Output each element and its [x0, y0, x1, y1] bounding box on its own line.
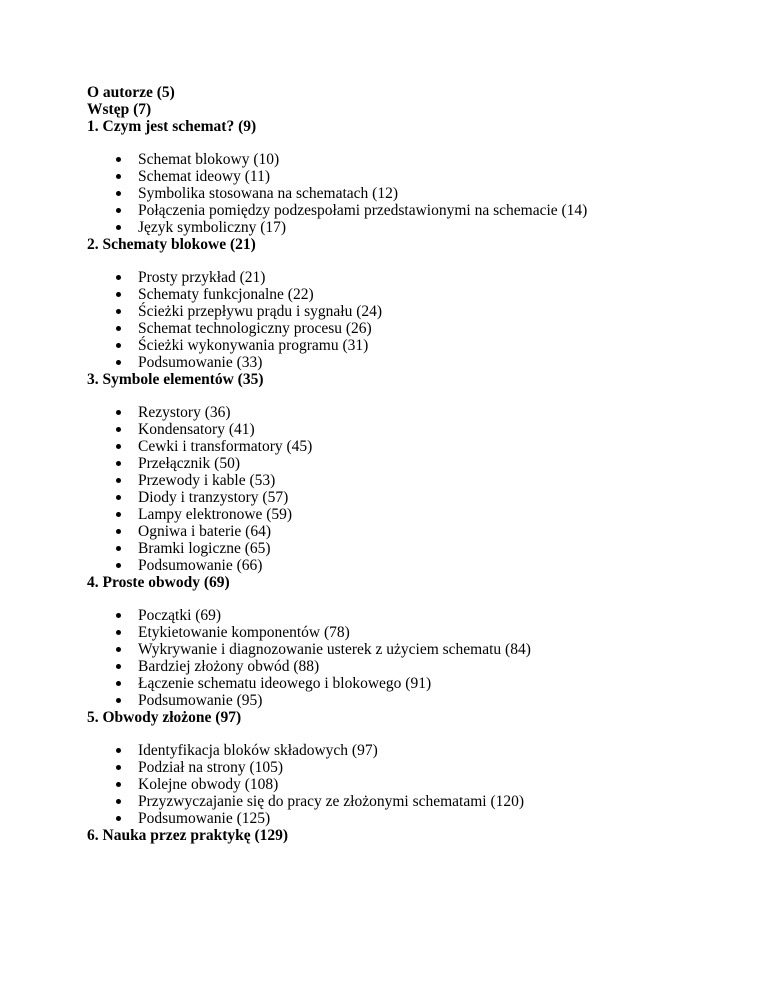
bullet-icon	[116, 309, 121, 314]
list-item: Ścieżki przepływu prądu i sygnału (24)	[87, 303, 727, 320]
list-item: Przełącznik (50)	[87, 455, 727, 472]
list-item: Bramki logiczne (65)	[87, 540, 727, 557]
bullet-icon	[116, 461, 121, 466]
bullet-icon	[116, 546, 121, 551]
section-list	[87, 151, 727, 236]
list-item: Symbolika stosowana na schematach (12)	[87, 185, 727, 202]
table-of-contents	[87, 84, 727, 844]
list-item: Wykrywanie i diagnozowanie usterek z użyciem schematu (84)	[87, 641, 727, 658]
list-item: Podział na strony (105)	[87, 759, 727, 776]
bullet-icon	[116, 512, 121, 517]
bullet-icon	[116, 529, 121, 534]
bullet-icon	[116, 360, 121, 365]
bullet-icon	[116, 410, 121, 415]
bullet-icon	[116, 698, 121, 703]
section-list	[87, 404, 727, 574]
section-list	[87, 607, 727, 709]
section-heading: 5. Obwody złożone (97)	[87, 709, 242, 726]
section-heading: 3. Symbole elementów (35)	[87, 371, 264, 388]
bullet-icon	[116, 292, 121, 297]
list-item: Cewki i transformatory (45)	[87, 438, 727, 455]
bullet-icon	[116, 765, 121, 770]
list-item: Schematy funkcjonalne (22)	[87, 286, 727, 303]
bullet-icon	[116, 664, 121, 669]
bullet-icon	[116, 782, 121, 787]
preface-heading-intro: Wstęp (7)	[87, 101, 152, 118]
list-item: Diody i tranzystory (57)	[87, 489, 727, 506]
list-item: Prosty przykład (21)	[87, 269, 727, 286]
list-item: Podsumowanie (66)	[87, 557, 727, 574]
list-item: Bardziej złożony obwód (88)	[87, 658, 727, 675]
bullet-icon	[116, 157, 121, 162]
bullet-icon	[116, 208, 121, 213]
list-item: Język symboliczny (17)	[87, 219, 727, 236]
list-item: Połączenia pomiędzy podzespołami przedstawionymi na schemacie (14)	[87, 202, 727, 219]
section-heading: 6. Nauka przez praktykę (129)	[87, 827, 289, 844]
bullet-icon	[116, 647, 121, 652]
bullet-icon	[116, 427, 121, 432]
bullet-icon	[116, 225, 121, 230]
list-item: Początki (69)	[87, 607, 727, 624]
list-item: Schemat ideowy (11)	[87, 168, 727, 185]
list-item: Kolejne obwody (108)	[87, 776, 727, 793]
list-item: Rezystory (36)	[87, 404, 727, 421]
bullet-icon	[116, 478, 121, 483]
list-item: Ogniwa i baterie (64)	[87, 523, 727, 540]
bullet-icon	[116, 613, 121, 618]
bullet-icon	[116, 174, 121, 179]
list-item: Schemat technologiczny procesu (26)	[87, 320, 727, 337]
section-heading: 4. Proste obwody (69)	[87, 574, 230, 591]
bullet-icon	[116, 799, 121, 804]
bullet-icon	[116, 191, 121, 196]
bullet-icon	[116, 326, 121, 331]
list-item: Etykietowanie komponentów (78)	[87, 624, 727, 641]
section-heading: 2. Schematy blokowe (21)	[87, 236, 256, 253]
list-item: Przewody i kable (53)	[87, 472, 727, 489]
bullet-icon	[116, 343, 121, 348]
bullet-icon	[116, 748, 121, 753]
list-item: Schemat blokowy (10)	[87, 151, 727, 168]
bullet-icon	[116, 495, 121, 500]
list-item: Lampy elektronowe (59)	[87, 506, 727, 523]
section-list	[87, 269, 727, 371]
list-item: Kondensatory (41)	[87, 421, 727, 438]
bullet-icon	[116, 275, 121, 280]
list-item: Ścieżki wykonywania programu (31)	[87, 337, 727, 354]
bullet-icon	[116, 563, 121, 568]
list-item: Podsumowanie (33)	[87, 354, 727, 371]
bullet-icon	[116, 444, 121, 449]
list-item: Podsumowanie (95)	[87, 692, 727, 709]
list-item: Identyfikacja bloków składowych (97)	[87, 742, 727, 759]
bullet-icon	[116, 630, 121, 635]
list-item: Przyzwyczajanie się do pracy ze złożonymi schematami (120)	[87, 793, 727, 810]
bullet-icon	[116, 681, 121, 686]
section-heading: 1. Czym jest schemat? (9)	[87, 118, 257, 135]
preface-heading-author: O autorze (5)	[87, 84, 175, 101]
list-item: Podsumowanie (125)	[87, 810, 727, 827]
bullet-icon	[116, 816, 121, 821]
section-list	[87, 742, 727, 827]
list-item: Łączenie schematu ideowego i blokowego (91)	[87, 675, 727, 692]
